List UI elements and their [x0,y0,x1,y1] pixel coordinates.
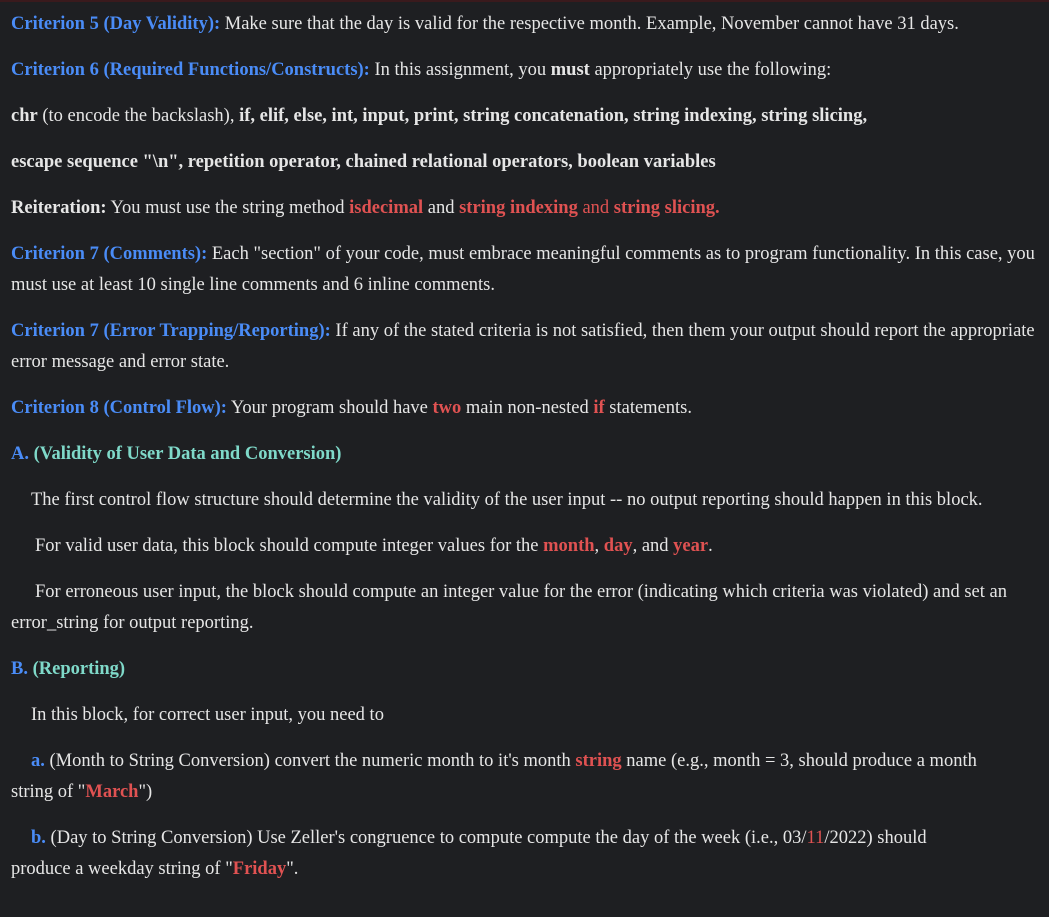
criterion-7-comments-label: Criterion 7 (Comments): [11,244,208,264]
criterion-6-label: Criterion 6 (Required Functions/Constructs): [11,60,370,80]
item-b-text-2: /2022) should [824,828,927,848]
criterion-7-comments [11,239,1043,301]
assignment-document [11,9,1049,900]
criterion-7-comments-text: Each "section" of your code, must embrace meaningful comments as to program functionality. In this case, you must use at least 10 single line comments and 6 inline comments. [11,244,1035,295]
criterion-8-label: Criterion 8 (Control Flow): [11,398,227,418]
isdecimal-term: isdecimal [349,198,424,218]
section-a-p3-text: For erroneous user input, the block should compute an integer value for the error (indicating which criteria was violated) and set an error_string for output reporting. [11,582,1007,633]
item-b-text-4: ". [286,859,299,879]
constructs-list: if, elif, else, int, input, print, string concatenation, string indexing, string slicing, [239,106,868,126]
criterion-5-label: Criterion 5 (Day Validity): [11,14,221,34]
criterion-6-text: In this assignment, you [369,60,551,80]
friday-term: Friday [232,859,287,879]
criterion-6-text-end: appropriately use the following: [589,60,832,80]
must-emphasis: must [550,60,590,80]
month-term: month [543,536,595,556]
two-emphasis: two [432,398,462,418]
criterion-8 [11,393,1049,424]
item-a-text-3: string of " [11,782,86,802]
string-term: string [575,751,622,771]
item-a-text-2: name (e.g., month = 3, should produce a month [621,751,977,771]
criterion-8-text: Your program should have [226,398,433,418]
period: . [708,536,713,556]
day-term: day [603,536,633,556]
criterion-8-text-mid: main non-nested [461,398,594,418]
section-b-letter: B. [11,659,28,679]
item-b-text: (Day to String Conversion) Use Zeller's congruence to compute compute the day of the week (i.e., 03/ [45,828,807,848]
reiteration [11,193,1049,224]
reiteration-and-red: and [577,198,614,218]
criterion-7-error [11,316,1043,378]
criterion-8-text-end: statements. [604,398,692,418]
criterion-5 [11,9,1049,40]
section-a-p1-text: The first control flow structure should determine the validity of the user input -- no output reporting should happen in this block. [31,490,983,510]
criterion-7-error-text: If any of the stated criteria is not satisfied, then them your output should report the appropriate error message and error state. [11,321,1035,372]
chr-note: (to encode the backslash), [37,106,240,126]
section-a-paragraph-2 [11,531,1049,562]
section-b-heading [11,654,1049,685]
year-term: year [673,536,709,556]
section-b-item-a-cont [11,777,1049,808]
section-a-p2-text: For valid user data, this block should compute integer values for the [35,536,544,556]
if-emphasis: if [593,398,605,418]
and-text: , and [632,536,674,556]
eleven-term: 11 [806,828,825,848]
section-a-heading [11,439,1049,470]
section-b-item-b-cont [11,854,1049,885]
comma: , [594,536,604,556]
string-slicing-term: string slicing. [613,198,720,218]
section-b-intro: In this block, for correct user input, you need to [31,705,384,725]
item-b-letter: b. [31,828,46,848]
constructs-line-2: escape sequence "\n", repetition operator, chained relational operators, boolean variables [11,152,716,172]
item-a-text-4: ") [138,782,153,802]
march-term: March [85,782,139,802]
section-a-title: (Validity of User Data and Conversion) [29,444,342,464]
section-b-title: (Reporting) [27,659,126,679]
section-a-letter: A. [11,444,29,464]
constructs-line-1 [11,101,1049,132]
criterion-5-text: Make sure that the day is valid for the respective month. Example, November cannot have 31 days. [220,14,959,34]
item-a-text: (Month to String Conversion) convert the numeric month to it's month [44,751,576,771]
reiteration-text: You must use the string method [106,198,350,218]
section-a-paragraph-1 [11,485,1043,516]
reiteration-label: Reiteration: [11,198,107,218]
criterion-6 [11,55,1049,86]
section-a-paragraph-3 [11,577,1043,639]
string-indexing-term: string indexing [459,198,578,218]
section-b-item-a [11,746,1049,777]
chr-keyword: chr [11,106,38,126]
criterion-7-error-label: Criterion 7 (Error Trapping/Reporting): [11,321,331,341]
reiteration-and: and [423,198,460,218]
section-b-item-b [11,823,1049,854]
item-a-letter: a. [31,751,45,771]
item-b-text-3: produce a weekday string of " [11,859,233,879]
